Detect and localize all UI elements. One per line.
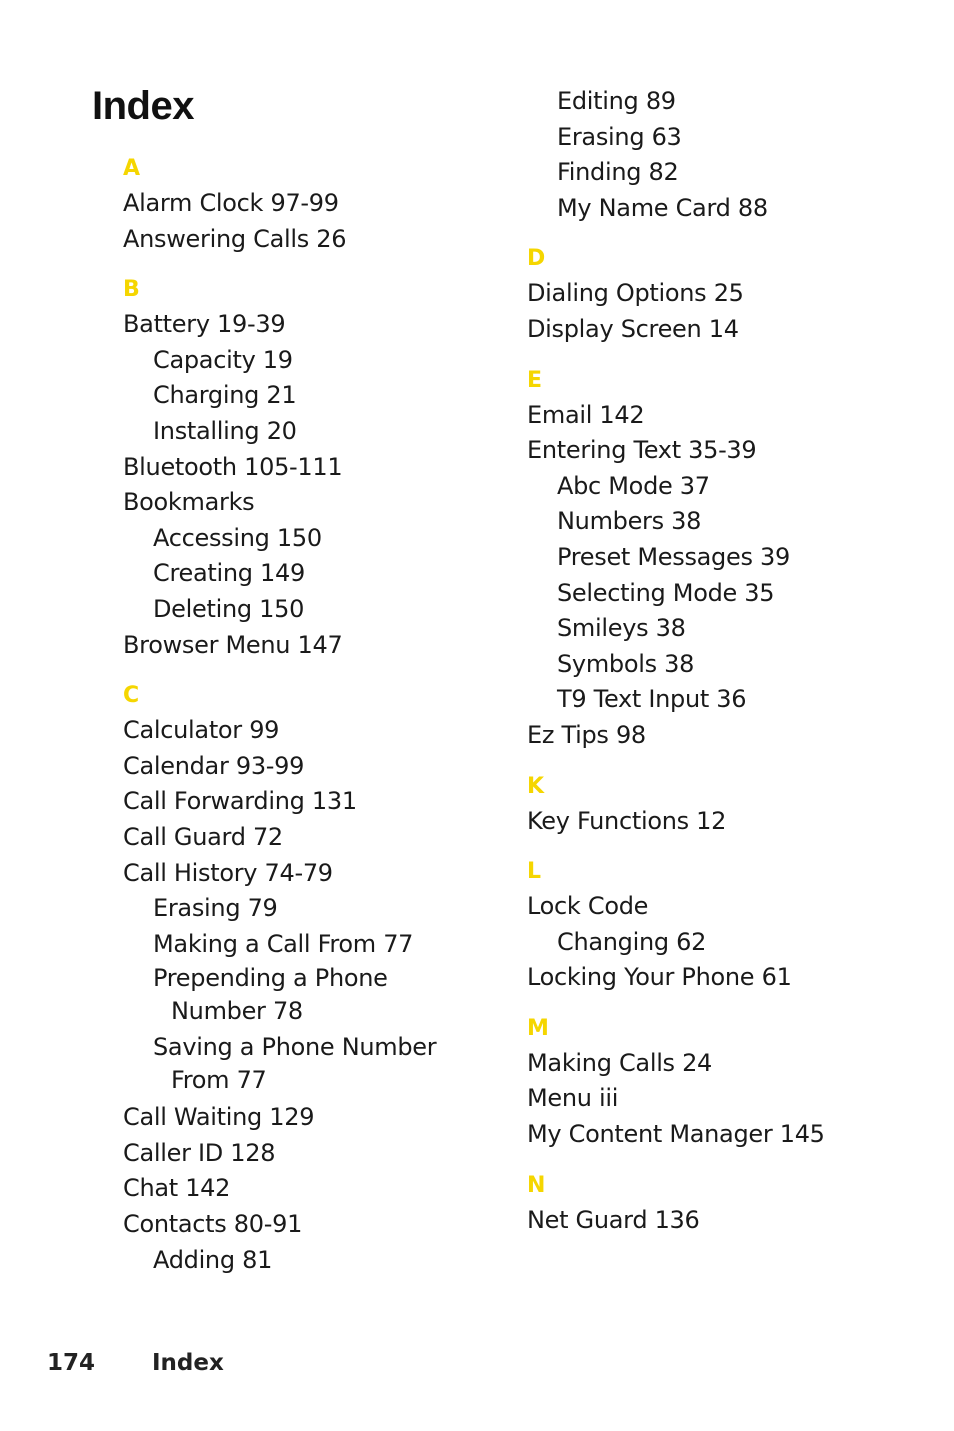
index-entry: Call History 74-79: [123, 858, 333, 887]
index-entry: Answering Calls 26: [123, 224, 347, 253]
index-entry: Net Guard 136: [527, 1205, 700, 1234]
index-entry: Ez Tips 98: [527, 720, 646, 749]
section-letter: A: [123, 156, 141, 181]
index-subentry: Finding 82: [557, 158, 679, 187]
index-entry: Email 142: [527, 400, 645, 429]
index-subentry: Deleting 150: [153, 594, 305, 623]
index-subentry: Preset Messages 39: [557, 542, 790, 571]
index-letter-group: [527, 366, 947, 754]
footer-section-label: Index: [152, 1350, 224, 1376]
index-letter-group: [527, 857, 947, 996]
index-subentry: Making a Call From 77: [153, 929, 414, 958]
index-column-right: [527, 84, 947, 1238]
index-column-left: [123, 148, 543, 1278]
index-subentry: Prepending a Phone Number 78: [153, 964, 388, 1026]
index-entry: Call Guard 72: [123, 822, 283, 851]
index-entry: Call Forwarding 131: [123, 787, 357, 816]
index-letter-group: [527, 1171, 947, 1239]
index-entry: Alarm Clock 97-99: [123, 189, 339, 217]
section-letter: C: [123, 683, 140, 709]
index-subentry: Changing 62: [557, 927, 707, 956]
index-entry: Locking Your Phone 61: [527, 963, 792, 992]
index-entry: Battery 19-39: [123, 310, 286, 339]
index-entry: Bluetooth 105-111: [123, 452, 343, 481]
index-entry: My Content Manager 145: [527, 1120, 825, 1149]
index-subentry: Selecting Mode 35: [557, 578, 775, 607]
index-entry: Chat 142: [123, 1174, 231, 1203]
section-letter: M: [527, 1015, 549, 1041]
index-letter-group: [527, 772, 947, 840]
index-subentry: Erasing 63: [557, 122, 682, 151]
index-subentry: Adding 81: [153, 1245, 273, 1274]
page-footer: [47, 1350, 224, 1376]
index-letter-group: [123, 275, 543, 663]
index-subentry: Numbers 38: [557, 507, 702, 536]
index-entry: Browser Menu 147: [123, 630, 343, 659]
index-letter-group: [527, 244, 947, 347]
index-entry: Display Screen 14: [527, 314, 739, 343]
index-entry: Caller ID 128: [123, 1138, 276, 1167]
section-letter: D: [527, 246, 546, 272]
section-letter: E: [527, 367, 543, 393]
index-entry: Entering Text 35-39: [527, 436, 757, 465]
index-entry: Lock Code: [527, 892, 649, 921]
index-subentry: Charging 21: [153, 381, 297, 410]
section-letter: B: [123, 277, 140, 303]
index-entry: Call Waiting 129: [123, 1103, 315, 1132]
index-subentry: Accessing 150: [153, 523, 322, 552]
index-entry: Making Calls 24: [527, 1048, 713, 1077]
index-subentry: Smileys 38: [557, 614, 686, 643]
index-subentry: Erasing 79: [153, 894, 278, 923]
index-subentry: Creating 149: [153, 559, 305, 588]
index-letter-group: [123, 681, 543, 1278]
index-subentry: My Name Card 88: [557, 193, 768, 222]
index-entry: Key Functions 12: [527, 806, 727, 835]
index-subentry: Capacity 19: [153, 345, 293, 374]
index-subentry: Abc Mode 37: [557, 471, 710, 500]
index-entry: Menu iii: [527, 1084, 619, 1113]
index-subentry: Editing 89: [557, 87, 676, 115]
index-letter-group: [123, 154, 543, 257]
index-subentry: Saving a Phone Number From 77: [153, 1033, 437, 1095]
section-letter: N: [527, 1172, 546, 1198]
index-entry: Calendar 93-99: [123, 751, 305, 780]
index-subentry: T9 Text Input 36: [557, 685, 747, 714]
index-entry: Dialing Options 25: [527, 279, 744, 308]
index-subentry: Installing 20: [153, 416, 297, 445]
index-entry: Contacts 80-91: [123, 1210, 303, 1239]
index-entry: Bookmarks: [123, 488, 255, 517]
index-entry: Calculator 99: [123, 716, 280, 745]
page-title: Index: [92, 84, 194, 128]
index-letter-group: [527, 1014, 947, 1153]
section-letter: L: [527, 859, 542, 885]
index-subentry: Symbols 38: [557, 649, 695, 678]
section-letter: K: [527, 773, 545, 799]
page-number: 174: [47, 1350, 96, 1376]
index-letter-group: [527, 84, 947, 226]
